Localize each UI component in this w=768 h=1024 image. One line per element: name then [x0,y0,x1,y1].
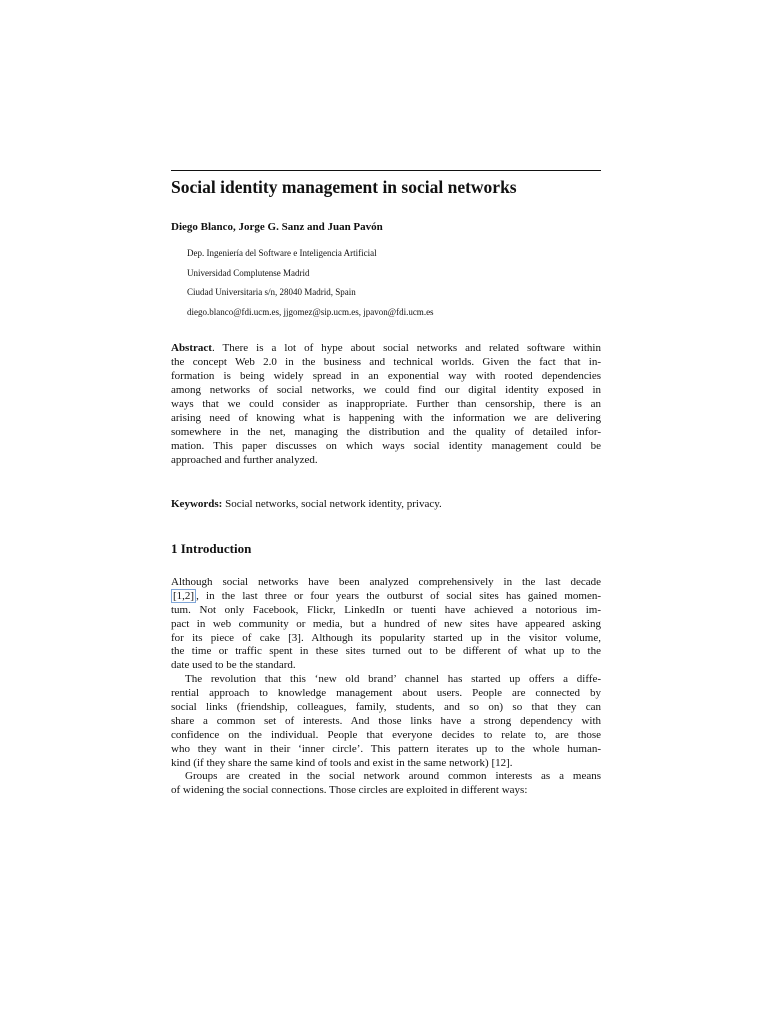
author-emails: diego.blanco@fdi.ucm.es, jjgomez@sip.ucm.es, jpavon@fdi.ucm.es [187,306,434,317]
abstract-line: formation is being widely spread in an exponential way with rooted dependencies [171,370,601,382]
body-line: Although social networks have been analyzed comprehensively in the last decade [171,576,601,588]
body-line: social links (friendship, colleagues, family, students, and so on) so that they can [171,701,601,714]
abstract [171,341,601,467]
introduction-body [171,576,601,798]
body-line: tum. Not only Facebook, Flickr, LinkedIn or tuenti have achieved a notorious im- [171,603,601,616]
body-line: who they want in their ‘inner circle’. This pattern iterates up to the whole human- [171,742,601,755]
body-line: kind (if they share the same kind of tools and exist in the same network) [12]. [171,756,513,769]
affiliation-line: Ciudad Universitaria s/n, 28040 Madrid, Spain [187,287,356,297]
author-list: Diego Blanco, Jorge G. Sanz and Juan Pavón [171,221,383,233]
affiliation-block [187,244,601,322]
keywords-label: Keywords: [171,498,223,510]
abstract-text: . There is a lot of hype about social networks and related software within [211,342,601,354]
abstract-line: mation. This paper discusses on which ways social identity management could be [171,440,601,452]
keywords [171,497,601,511]
body-line: The revolution that this ‘new old brand’ channel has started up offers a diffe- [185,673,601,686]
body-line: rential approach to knowledge management about users. People are connected by [171,687,601,700]
body-line [171,590,601,604]
affiliation-line: Universidad Complutense Madrid [187,267,310,278]
abstract-line: ways that we could consider as inappropriate. Further than censorship, there is an [171,398,601,410]
body-line: for its piece of cake [3]. Although its popularity started up in the visitor volume, [171,631,601,644]
title-rule [171,170,601,171]
citation-link[interactable]: [1,2] [173,589,195,602]
abstract-label: Abstract [171,342,212,354]
body-line: pact in web community or media, but a hundred of new sites have appeared asking [171,617,601,630]
section-heading: 1 Introduction [171,541,252,556]
body-line: Groups are created in the social network around common interests as a means [185,770,601,783]
abstract-line: approached and further analyzed. [171,454,318,466]
abstract-line: somewhere in the net, managing the distribution and the quality of detailed infor- [171,426,601,438]
body-line: confidence on the individual. People that everyone decides to relate to, are those [171,728,601,741]
abstract-line: arising need of knowing what is happening with the information we are delivering [171,412,601,424]
body-line: share a common set of interests. And those links have a strong dependency with [171,714,601,727]
affiliation-line: Dep. Ingeniería del Software e Inteligencia Artificial [187,248,377,258]
body-line: of widening the social connections. Those circles are exploited in different ways: [171,784,528,797]
body-text: , in the last three or four years the outburst of social sites has gained momen- [196,589,601,602]
paper-page [171,170,601,798]
abstract-line: the concept Web 2.0 in the business and technical worlds. Given the fact that in- [171,356,601,368]
abstract-line: among networks of social networks, we could find our digital identity exposed in [171,384,601,396]
keywords-text: Social networks, social network identity, privacy. [222,498,442,510]
abstract-line [171,341,601,355]
body-line: the time or traffic spent in these sites turned out to be different of what up to the [171,645,601,658]
body-line: date used to be the standard. [171,659,296,672]
paper-title: Social identity management in social networks [171,177,517,197]
